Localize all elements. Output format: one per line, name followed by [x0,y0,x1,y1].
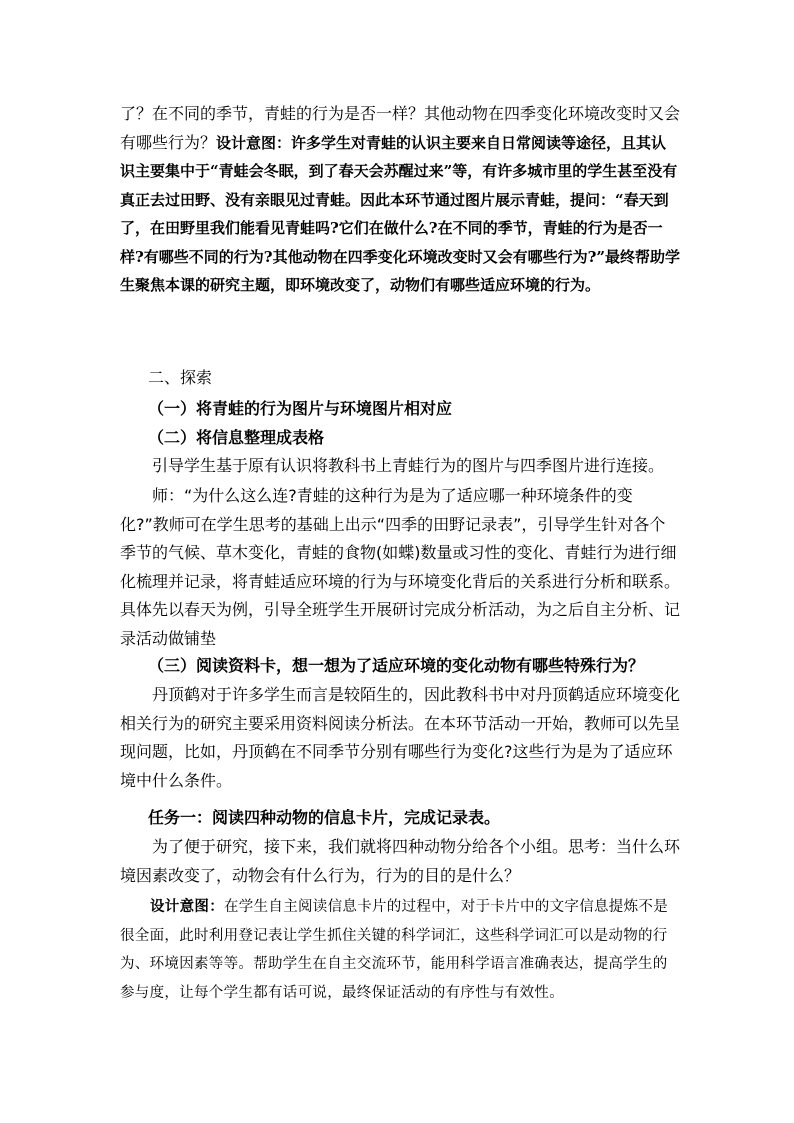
design-intent-paragraph [120,893,680,1007]
subheading-1: （一）将青蛙的行为图片与环境图片相对应 [148,399,453,418]
design-intent-text: 设计意图：许多学生对青蛙的认识主要来自日常阅读等途径，且其认识主要集中于“青蛙会冬眠，到了春天会苏醒过来”等，有许多城市里的学生甚至没有真正去过田野、没有亲眼见过青蛙。因此本环节通过图片展示青蛙，提问：“春天到了，在田野里我们能看见青蛙吗?它们在做什么?在不同的季节，青蛙的行为是否一样?有哪些不同的行为?其他动物在四季变化环境改变时又会有哪些行为?”最终帮助学生聚焦本课的研究主题，即环境改变了，动物们有哪些适应环境的行为。 [120,133,680,294]
paragraph-teacher: 师：“为什么这么连?青蛙的这种行为是为了适应哪一种环境条件的变化?”教师可在学生思考的基础上出示“四季的田野记录表”，引导学生针对各个季节的气候、草木变化，青蛙的食物(如蝶)数量或习性的变化、青蛙行为进行细化梳理并记录，将青蛙适应环境的行为与环境变化背后的关系进行分析和联系。具体先以春天为例，引导全班学生开展研讨完成分析活动，为之后自主分析、记录活动做铺垫 [120,486,681,648]
section-heading: 二、探索 [148,368,213,387]
paragraph-research: 为了便于研究，接下来，我们就将四种动物分给各个小组。思考：当什么环境因素改变了，动物会有什么行为，行为的目的是什么？ [120,837,681,885]
subheading-3: （三）阅读资料卡，想一想为了适应环境的变化动物有哪些特殊行为？ [148,656,645,675]
paragraph-crane: 丹顶鹤对于许多学生而言是较陌生的，因此教科书中对丹顶鹤适应环境变化相关行为的研究主要采用资料阅读分析法。在本环节活动一开始，教师可以先呈现问题，比如，丹顶鹤在不同季节分别有哪些行为变化?这些行为是为了适应环境中什么条件。 [120,685,681,790]
design-intent-label: 设计意图： [150,898,224,915]
task-heading: 任务一：阅读四种动物的信息卡片，完成记录表。 [148,808,501,827]
design-intent-body: 在学生自主阅读信息卡片的过程中，对于卡片中的文字信息提炼不是很全面，此时利用登记表让学生抓住关键的科学词汇，这些科学词汇可以是动物的行为、环境因素等等。帮助学生在自主交流环节，能用科学语言准确表达，提高学生的参与度，让每个学生都有话可说，最终保证活动的有序性与有效性。 [120,899,668,1001]
paragraph-guide: 引导学生基于原有认识将教科书上青蛙行为的图片与四季图片进行连接。 [152,456,665,475]
subheading-2: （二）将信息整理成表格 [148,428,325,447]
intro-text: 了？在不同的季节，青蛙的行为是否一样？其他动物在四季变化环境改变时又会有哪些行为？ [120,104,681,152]
intro-paragraph [120,100,680,300]
